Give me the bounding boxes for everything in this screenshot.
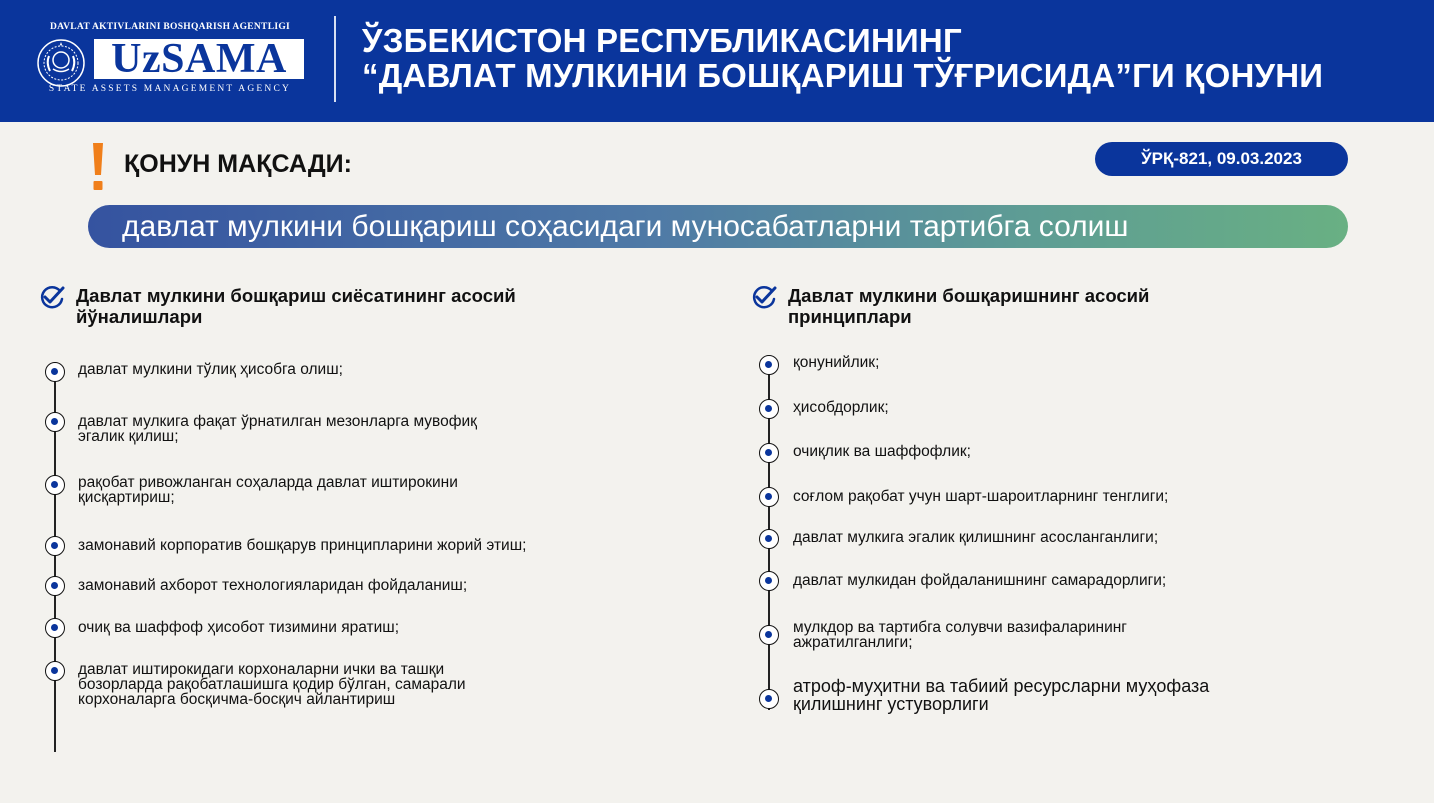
principles-heading-text — [788, 285, 1328, 327]
goal-statement-bar: давлат мулкини бошқариш соҳасидаги муносабатларни тартибга солиш — [88, 205, 1348, 248]
header-divider — [334, 16, 336, 102]
principles-heading-line1: Давлат мулкини бошқаришнинг асосий — [788, 285, 1150, 306]
principles-heading-line2: принциплари — [788, 306, 912, 327]
bullet-dot-icon — [45, 362, 65, 382]
goal-label: ҚОНУН МАҚСАДИ: — [124, 150, 352, 178]
bullet-dot-icon — [759, 399, 779, 419]
bullet-dot-icon — [45, 618, 65, 638]
agency-logotype: UzSAMA — [94, 39, 304, 79]
page-title — [362, 23, 1323, 93]
bullet-dot-icon — [759, 443, 779, 463]
list-item-text: қонунийлик; — [793, 354, 880, 371]
list-item-text: замонавий корпоратив бошқарув принципларини жорий этиш; — [78, 537, 527, 554]
check-circle-icon — [750, 285, 778, 311]
agency-name-en: STATE ASSETS MANAGEMENT AGENCY — [48, 84, 292, 94]
check-circle-icon — [38, 285, 66, 311]
list-item-text: давлат мулкидан фойдаланишнинг самарадорлиги; — [793, 572, 1167, 589]
page-title-line2: “ДАВЛАТ МУЛКИНИ БОШҚАРИШ ТЎҒРИСИДА”ГИ ҚОНУНИ — [362, 57, 1324, 94]
bullet-dot-icon — [759, 571, 779, 591]
list-item-text: очиқлик ва шаффофлик; — [793, 443, 971, 460]
bullet-dot-icon — [759, 625, 779, 645]
page-title-line1: ЎЗБЕКИСТОН РЕСПУБЛИКАСИНИНГ — [362, 22, 962, 59]
directions-heading-text — [76, 285, 616, 327]
list-item-text: давлат мулкини тўлиқ ҳисобга олиш; — [78, 361, 343, 378]
bullet-dot-icon — [759, 487, 779, 507]
header-banner — [0, 0, 1434, 122]
list-item-text: рақобат ривожланган соҳаларда давлат иштирокини қисқартириш; — [78, 474, 458, 506]
list-item-text: давлат мулкига фақат ўрнатилган мезонларга мувофиқ эгалик қилиш; — [78, 413, 477, 445]
list-item-text: атроф-муҳитни ва табиий ресурсларни муҳофаза қилишнинг устуворлиги — [793, 676, 1210, 714]
list-item-text: давлат мулкига эгалик қилишнинг асосланганлиги; — [793, 529, 1159, 546]
bullet-dot-icon — [759, 355, 779, 375]
list-item-text: соғлом рақобат учун шарт-шароитларнинг тенглиги; — [793, 488, 1169, 505]
list-item-text: замонавий ахборот технологияларидан фойдаланиш; — [78, 577, 468, 594]
bullet-dot-icon — [45, 576, 65, 596]
directions-heading-line1: Давлат мулкини бошқариш сиёсатининг асосий — [76, 285, 516, 306]
uzsama-logo[interactable] — [36, 22, 304, 98]
directions-heading-line2: йўналишлари — [76, 306, 203, 327]
list-item-text: ҳисобдорлик; — [793, 399, 889, 416]
bullet-dot-icon — [45, 412, 65, 432]
exclamation-icon — [91, 143, 105, 193]
bullet-dot-icon — [759, 529, 779, 549]
agency-name-uz: DAVLAT AKTIVLARINI BOSHQARISH AGENTLIGI — [49, 22, 291, 32]
list-item-text: давлат иштирокидаги корхоналарни ички ва ташқи бозорларда рақобатлашишга қодир бўлган, самарали корхоналарга босқичма-босқич айлантириш — [78, 661, 466, 708]
list-item-text: очиқ ва шаффоф ҳисобот тизимини яратиш; — [78, 619, 399, 636]
law-reference-badge: ЎРҚ-821, 09.03.2023 — [1095, 142, 1348, 176]
state-emblem-icon — [36, 38, 86, 88]
bullet-dot-icon — [45, 661, 65, 681]
bullet-dot-icon — [759, 689, 779, 709]
bullet-dot-icon — [45, 475, 65, 495]
bullet-dot-icon — [45, 536, 65, 556]
list-item-text: мулкдор ва тартибга солувчи вазифаларининг ажратилганлиги; — [793, 619, 1127, 651]
